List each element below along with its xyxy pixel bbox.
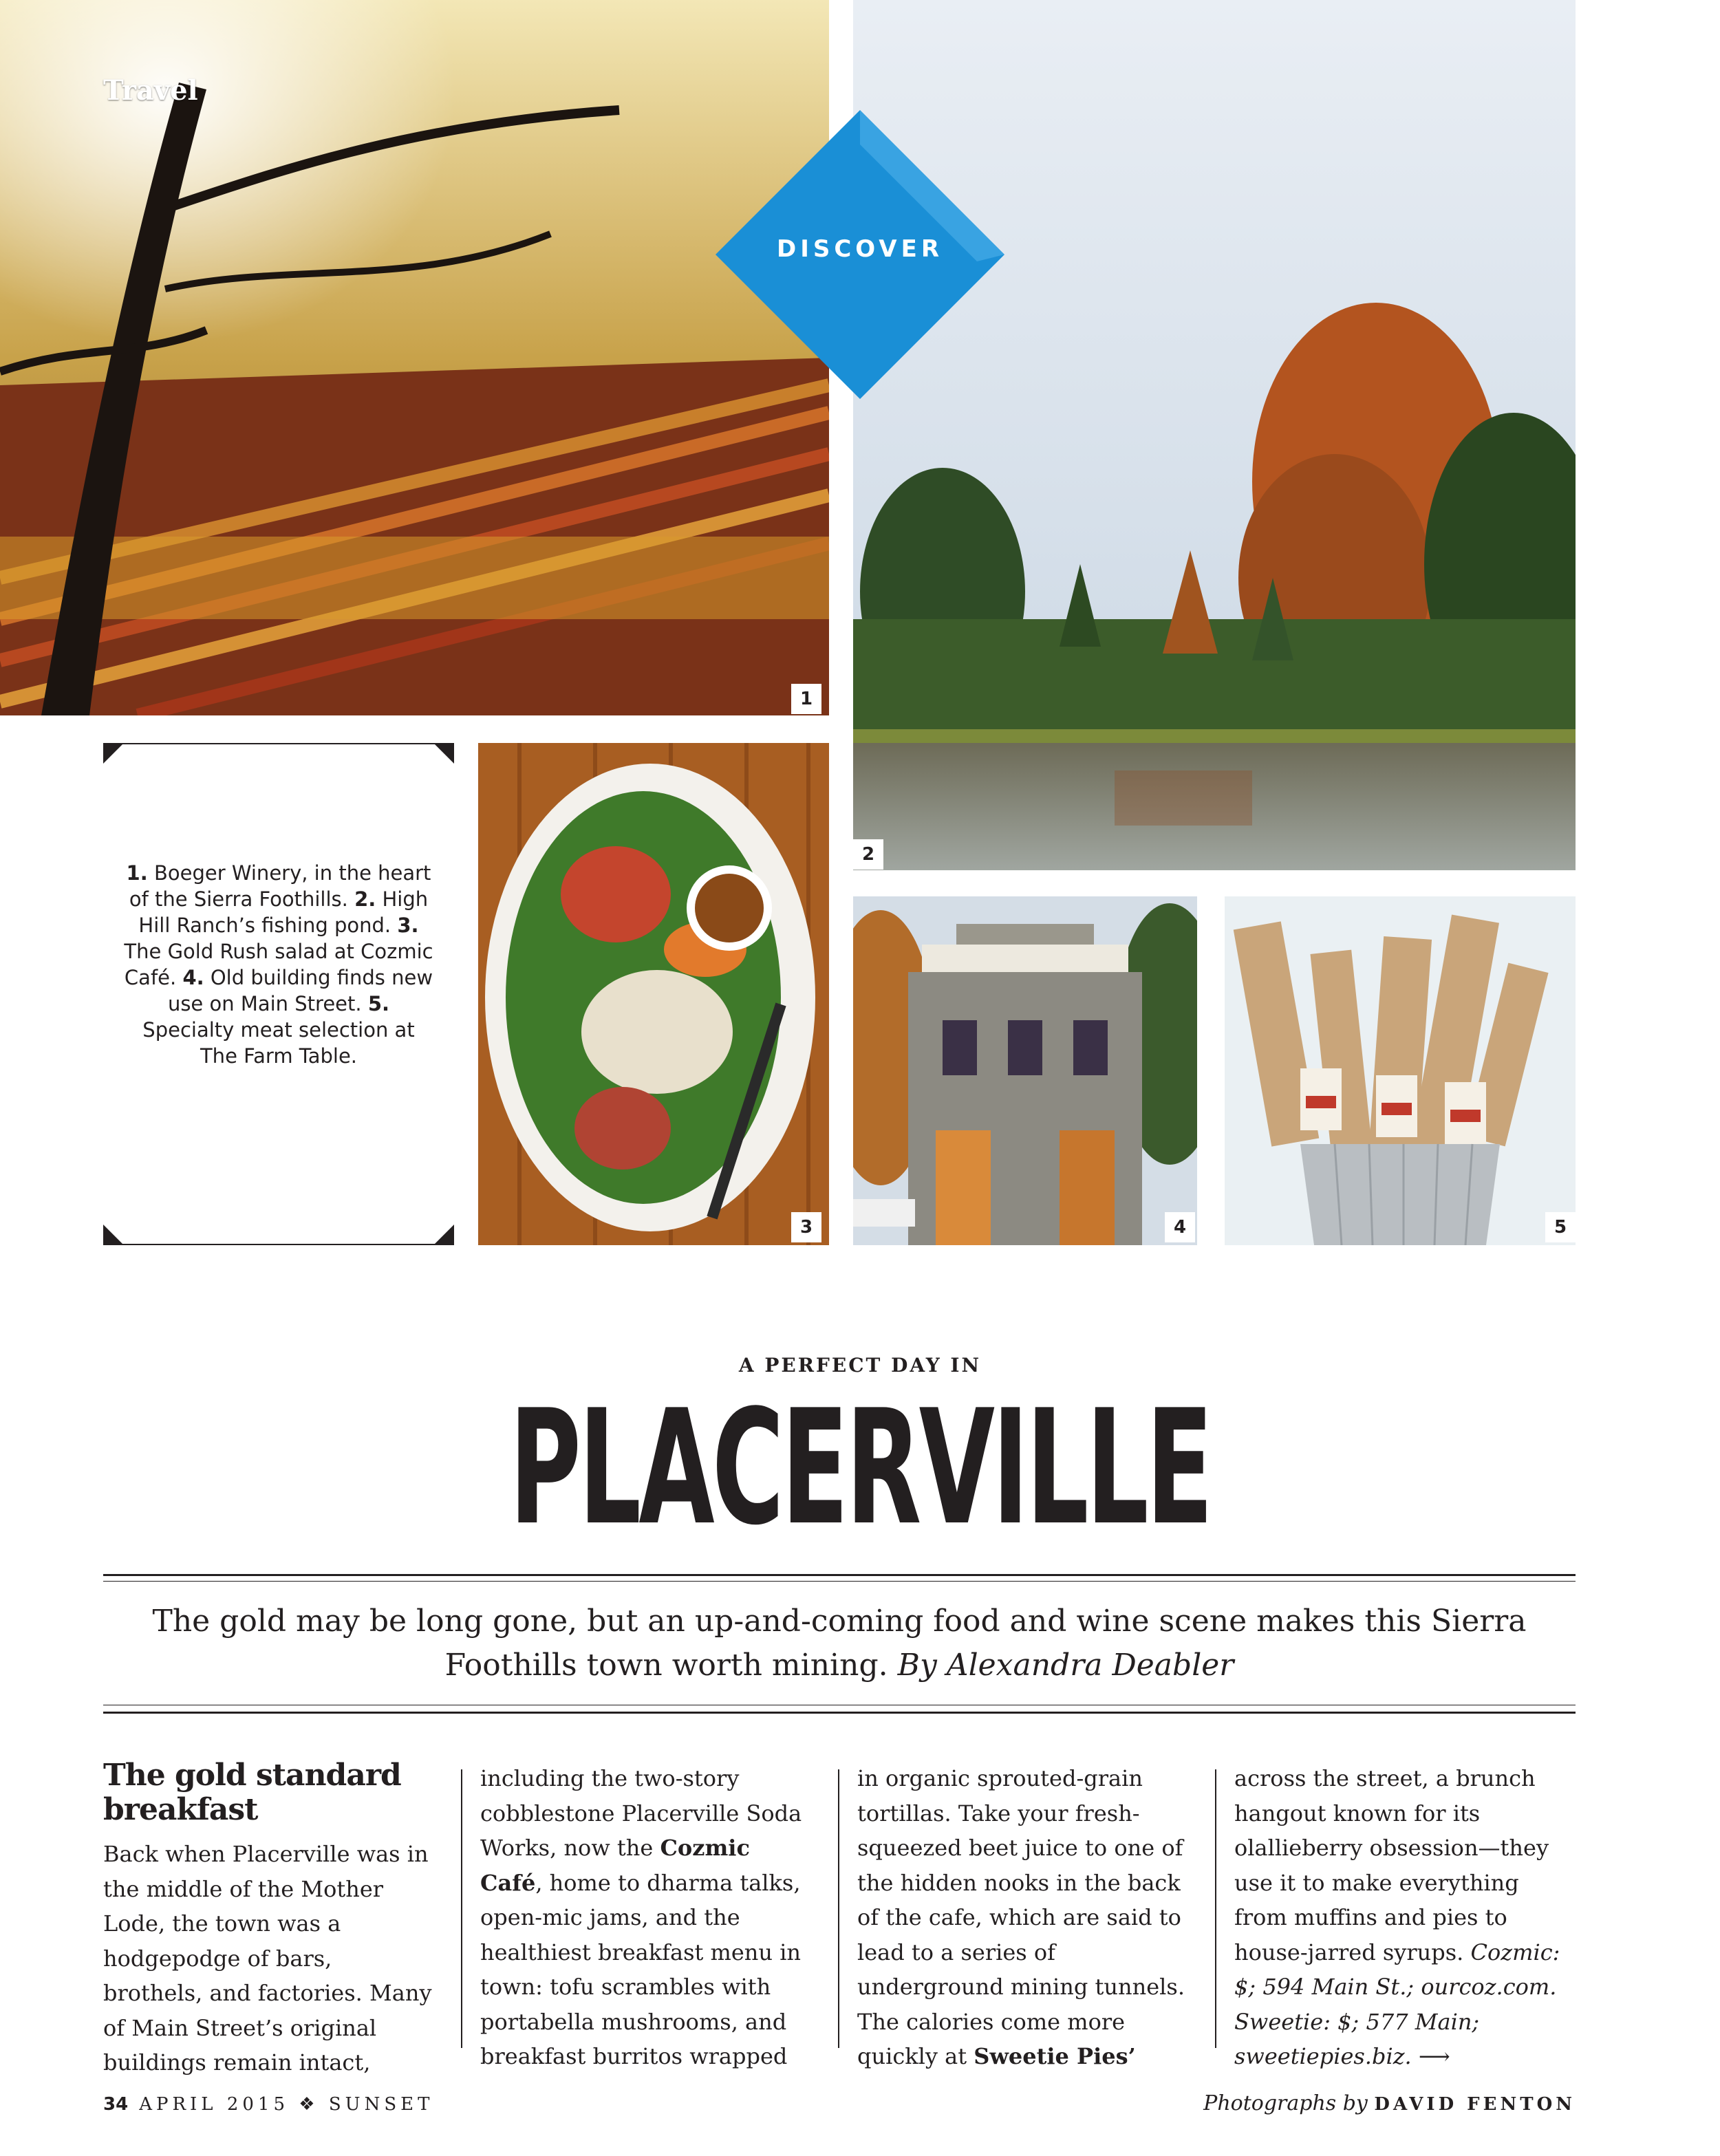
caption-text-5: Specialty meat selection at The Farm Table. xyxy=(142,1018,415,1068)
byline: By Alexandra Deabler xyxy=(897,1648,1234,1683)
article-heading: The gold standard breakfast xyxy=(103,1758,401,1827)
column-2-text-b: , home to dharma talks, open-mic jams, and the healthiest breakfast menu in town: tofu scrambles with portabella mushrooms, and breakfast burritos wrapped xyxy=(480,1869,802,2069)
article-column-3 xyxy=(857,1761,1186,2074)
photo-number-1: 1 xyxy=(791,684,821,714)
title-rule-top xyxy=(103,1574,1576,1576)
caption-text-4: Old building finds new use on Main Street. xyxy=(167,966,433,1015)
dek-text: The gold may be long gone, but an up-and-coming food and wine scene makes this Sierra Foothills town worth mining. xyxy=(152,1604,1527,1683)
section-label: Travel xyxy=(103,74,198,107)
meat-selection-photo xyxy=(1225,896,1576,1245)
continue-arrow-icon: ⟶ xyxy=(1418,2043,1450,2069)
column-2-text-a: including the two-story cobblestone Placerville Soda Works, now the xyxy=(480,1765,802,1861)
old-building-photo xyxy=(853,896,1197,1245)
issue-line: APRIL 2015 ❖ SUNSET xyxy=(139,2094,434,2115)
column-4-text-a: across the street, a brunch hangout known for its olallieberry obsession—they use it to make everything from muffins and pies to house-jarred syrups. xyxy=(1234,1765,1549,1965)
cozmic-cafe-name: Cozmic Café xyxy=(480,1835,750,1896)
caption-text-2: High Hill Ranch’s fishing pond. xyxy=(138,887,429,937)
article-column-4 xyxy=(1234,1761,1563,2074)
caption-num-2: 2. xyxy=(354,887,376,911)
column-divider-2 xyxy=(838,1769,839,2048)
photo-captions xyxy=(124,860,433,1069)
column-2-text xyxy=(480,1761,809,2074)
caption-num-1: 1. xyxy=(126,861,148,885)
dek-rule-bottom xyxy=(103,1712,1576,1714)
page-number: 34 xyxy=(103,2094,129,2115)
photo-number-3: 3 xyxy=(791,1212,821,1242)
photo-credit-label: Photographs by xyxy=(1203,2091,1368,2115)
caption-text-3: The Gold Rush salad at Cozmic Café. xyxy=(124,940,433,989)
caption-num-4: 4. xyxy=(182,966,204,989)
venue-info: Cozmic: $; 594 Main St.; ourcoz.com. Sweetie: $; 577 Main; sweetiepies.biz. xyxy=(1234,1939,1560,2069)
caption-text-1: Boeger Winery, in the heart of the Sierra Foothills. xyxy=(129,861,431,911)
sweetie-pies-name: Sweetie Pies’ xyxy=(974,2043,1136,2069)
photo-number-2: 2 xyxy=(853,839,883,870)
vineyard-photo xyxy=(0,0,829,715)
column-3-text-a: in organic sprouted-grain tortillas. Take your fresh-squeezed beet juice to one of the hidden nooks in the back of the cafe, which are said to lead to a series of underground mining tunnels. The calories come more quickly at xyxy=(857,1765,1185,2069)
title-rule-top-thin xyxy=(103,1581,1576,1582)
photo-number-5: 5 xyxy=(1545,1212,1576,1242)
salad-photo xyxy=(478,743,829,1245)
photo-number-4: 4 xyxy=(1165,1212,1195,1242)
column-divider-3 xyxy=(1215,1769,1216,2048)
kicker: A PERFECT DAY IN xyxy=(738,1354,982,1377)
photographer-name: DAVID FENTON xyxy=(1374,2094,1576,2115)
column-4-text xyxy=(1234,1761,1563,2074)
column-1-text: Back when Placerville was in the middle of the Mother Lode, the town was a hodgepodge of bars, brothels, and factories. Many of Main Street’s original buildings remain intact, xyxy=(103,1841,432,2076)
discover-label: DISCOVER xyxy=(776,235,944,263)
dek xyxy=(138,1599,1541,1688)
discover-badge xyxy=(716,110,1004,399)
column-3-text xyxy=(857,1761,1186,2074)
article-column-1 xyxy=(103,1758,432,2080)
article-column-2 xyxy=(480,1761,809,2074)
caption-num-5: 5. xyxy=(367,992,390,1015)
page-title: PLACERVILLE xyxy=(509,1377,1211,1560)
caption-num-3: 3. xyxy=(397,914,419,937)
photo-credit xyxy=(1203,2091,1576,2115)
column-divider-1 xyxy=(461,1769,462,2048)
folio xyxy=(103,2094,433,2115)
